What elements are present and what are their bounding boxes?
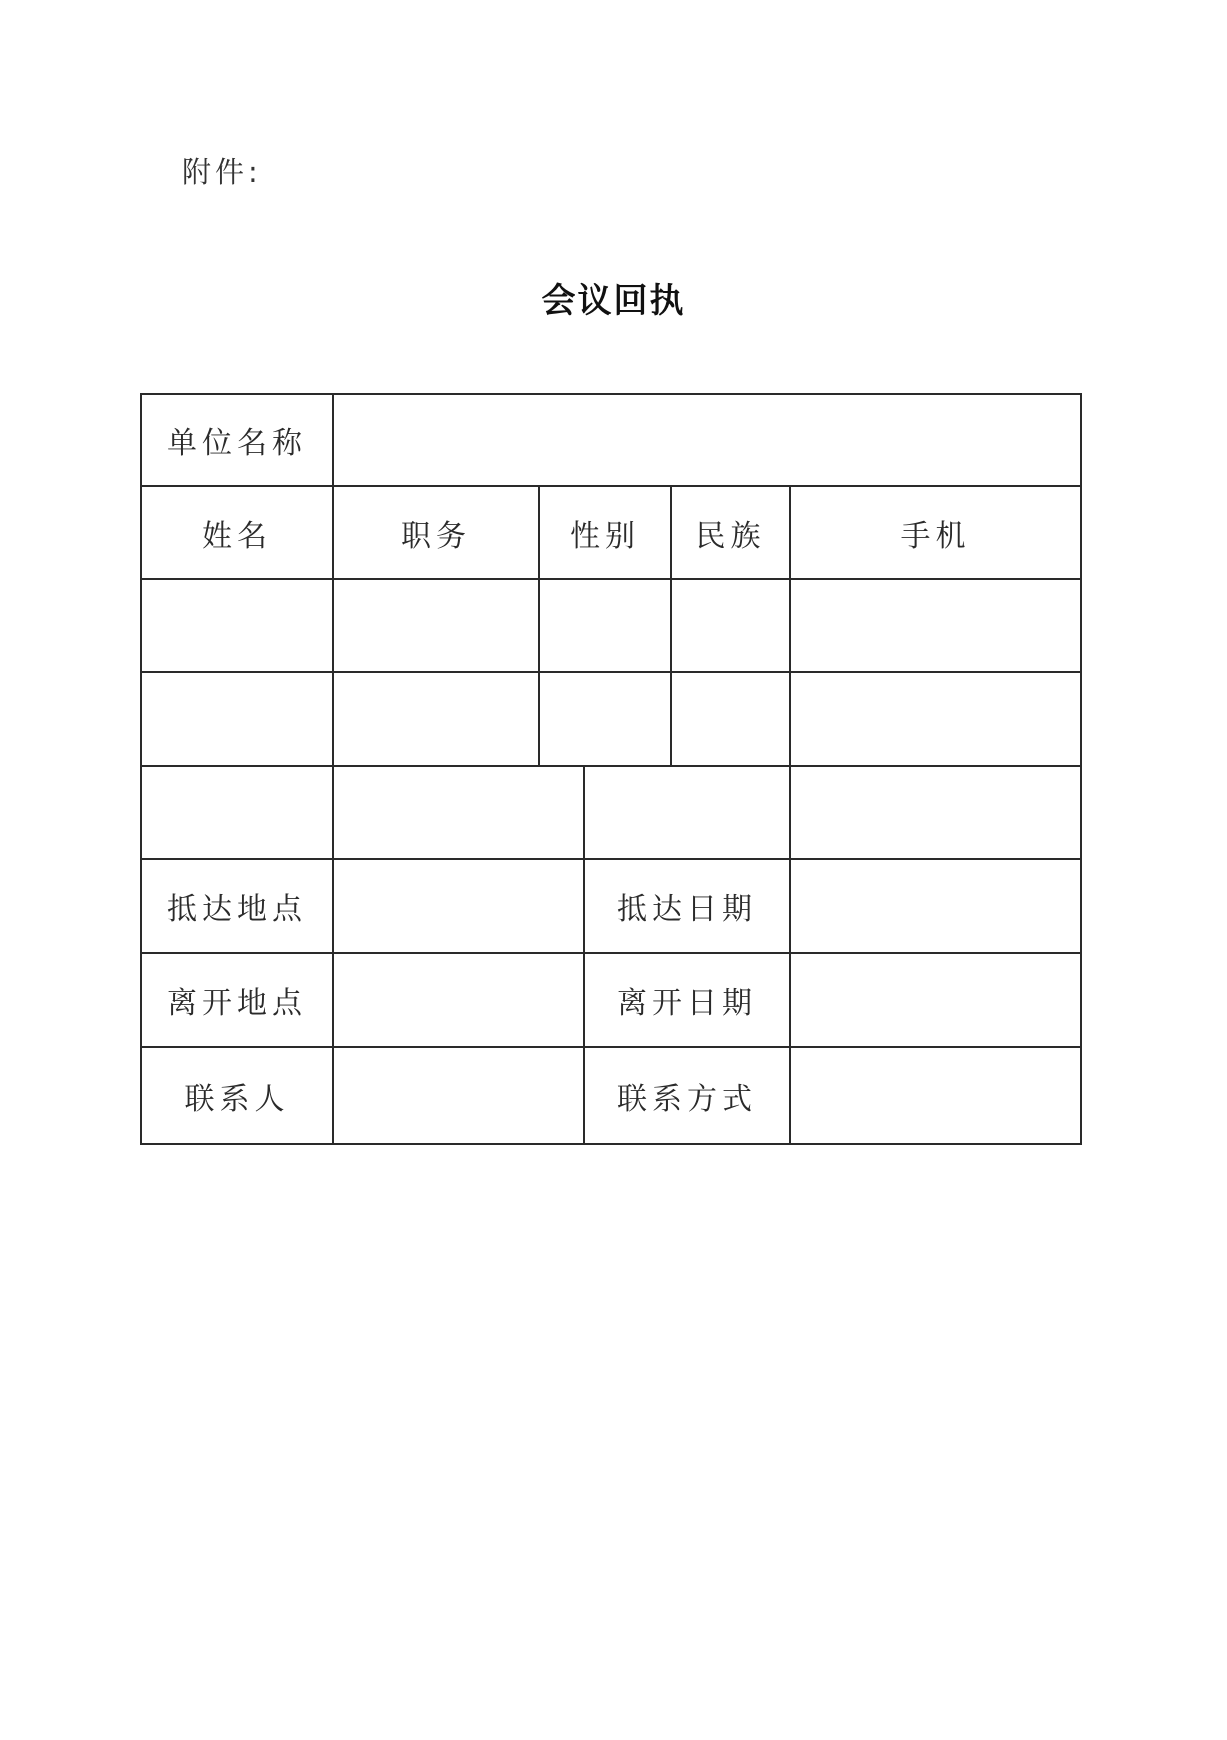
receipt-form-table	[140, 393, 1082, 1145]
contact-method-field[interactable]	[791, 1048, 1080, 1143]
departure-date-field[interactable]	[791, 954, 1080, 1046]
row2-gender-field[interactable]	[540, 673, 670, 765]
row1-gender-field[interactable]	[540, 580, 670, 671]
row1-ethnicity-field[interactable]	[672, 580, 789, 671]
row3-gender-field[interactable]	[540, 767, 670, 858]
row1-position-field[interactable]	[334, 580, 538, 671]
row3-position-field[interactable]	[334, 767, 538, 858]
row1-mobile-field[interactable]	[791, 580, 1080, 671]
column-header-ethnicity: 民族	[695, 518, 766, 554]
row3-ethnicity-field[interactable]	[672, 767, 789, 858]
row2-name-field[interactable]	[142, 673, 332, 765]
contact-method-label: 联系方式	[617, 1081, 757, 1117]
page-title: 会议回执	[541, 281, 686, 321]
row3-mobile-field[interactable]	[791, 767, 1080, 858]
column-header-mobile: 手机	[900, 518, 971, 554]
row3-name-field[interactable]	[142, 767, 332, 858]
departure-date-label: 离开日期	[617, 986, 757, 1021]
contact-person-label: 联系人	[184, 1081, 290, 1117]
unit-name-label: 单位名称	[167, 426, 307, 461]
row2-position-field[interactable]	[334, 673, 538, 765]
arrival-date-field[interactable]	[791, 860, 1080, 952]
column-header-gender: 性别	[570, 518, 640, 554]
arrival-place-field[interactable]	[334, 860, 583, 952]
departure-place-label: 离开地点	[167, 986, 307, 1021]
departure-place-field[interactable]	[334, 954, 583, 1046]
arrival-place-label: 抵达地点	[167, 892, 307, 927]
unit-name-field[interactable]	[334, 395, 1080, 485]
column-header-name: 姓名	[202, 518, 272, 554]
contact-person-field[interactable]	[334, 1048, 583, 1143]
arrival-date-label: 抵达日期	[617, 892, 757, 927]
row1-name-field[interactable]	[142, 580, 332, 671]
attachment-label: 附件:	[182, 155, 262, 189]
column-header-position: 职务	[401, 518, 471, 554]
row2-ethnicity-field[interactable]	[672, 673, 789, 765]
row2-mobile-field[interactable]	[791, 673, 1080, 765]
